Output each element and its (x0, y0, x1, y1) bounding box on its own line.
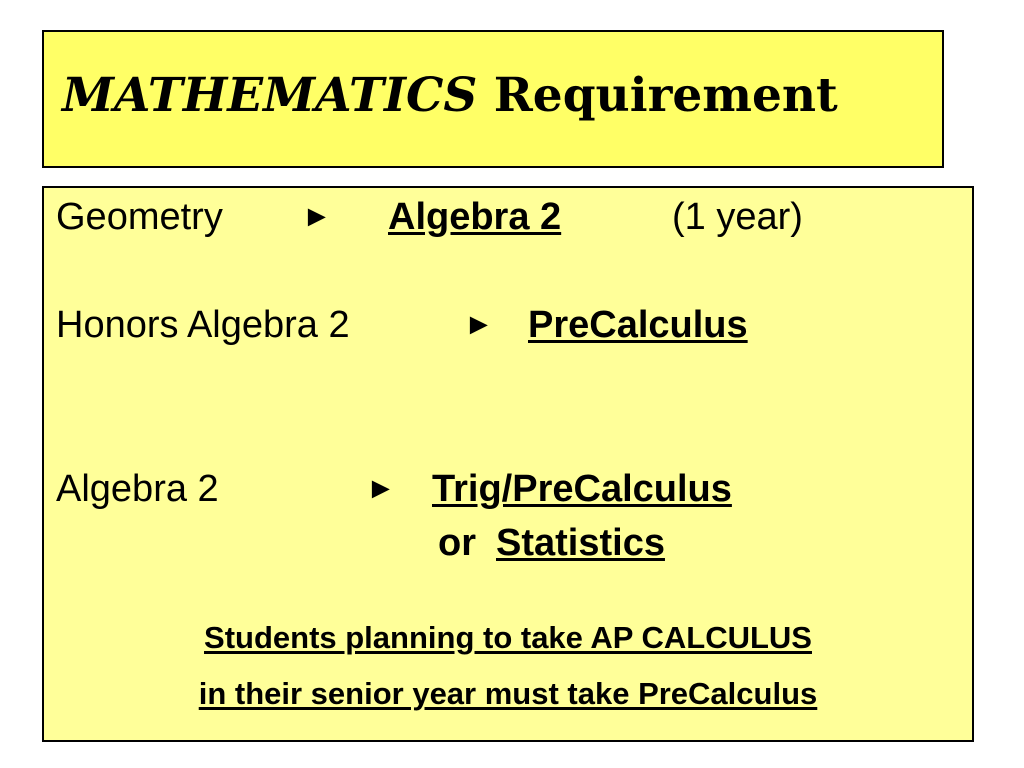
row-2-to: PreCalculus (528, 304, 748, 346)
note-line-1: Students planning to take AP CALCULUS (204, 620, 812, 655)
content-box (42, 186, 974, 742)
title-italic: MATHEMATICS (62, 68, 478, 123)
row-2-arrow-icon: ► (464, 308, 494, 341)
row-1-from: Geometry (56, 196, 223, 238)
row-3-to: Trig/PreCalculus (432, 468, 732, 510)
row-3-alt: Statistics (496, 522, 665, 564)
slide-title (62, 68, 838, 123)
row-2-from: Honors Algebra 2 (56, 304, 350, 346)
note-line-2: in their senior year must take PreCalculus (198, 676, 818, 711)
title-rest: Requirement (493, 68, 838, 123)
row-1-arrow-icon: ► (302, 200, 332, 233)
row-3-from: Algebra 2 (56, 468, 219, 510)
row-3-or: or (438, 522, 476, 564)
row-1-extra: (1 year) (672, 196, 803, 238)
title-box (42, 30, 944, 168)
row-1-to: Algebra 2 (388, 196, 562, 238)
row-3-arrow-icon: ► (366, 472, 396, 505)
